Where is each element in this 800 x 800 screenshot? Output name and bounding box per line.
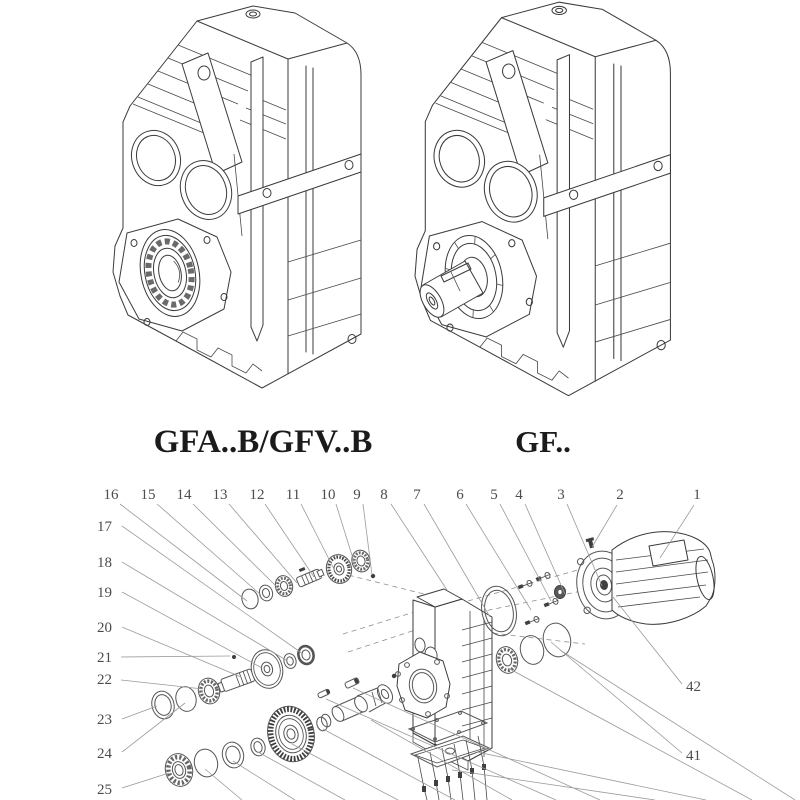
leader-line [120, 504, 247, 601]
part-number-41: 41 [686, 748, 701, 764]
exploded-parts-diagram [97, 487, 795, 800]
leader-line [229, 504, 297, 583]
part-number-12: 12 [249, 487, 265, 503]
leader-line [500, 504, 551, 601]
leader-line [121, 680, 203, 689]
part-number-1: 1 [693, 487, 701, 503]
part-number-8: 8 [380, 487, 388, 503]
part-number-6: 6 [456, 487, 464, 503]
part-number-19: 19 [97, 585, 112, 601]
part-number-4: 4 [515, 487, 523, 503]
part-number-14: 14 [176, 487, 192, 503]
callout-12 [250, 487, 315, 577]
leader-line [122, 562, 286, 660]
leader-line [122, 706, 157, 719]
part-number-42: 42 [686, 679, 701, 695]
part-number-7: 7 [413, 487, 421, 503]
callout-23 [97, 706, 157, 728]
part-number-23: 23 [97, 712, 112, 728]
part-number-16: 16 [103, 487, 119, 503]
exploded-output-shaft-assembly [162, 677, 396, 789]
part-number-25: 25 [97, 782, 112, 798]
part-number-17: 17 [97, 519, 112, 535]
flange-bolts [517, 571, 559, 626]
callout-18 [97, 555, 286, 660]
callout-17 [97, 519, 303, 654]
callout-25 [97, 773, 169, 798]
leader-line [466, 504, 531, 610]
leader-line [122, 526, 303, 654]
part-number-20: 20 [97, 620, 112, 636]
callout-16 [104, 487, 248, 601]
part-number-21: 21 [97, 650, 112, 666]
part-number-11: 11 [285, 487, 301, 503]
bolt-point-9 [371, 574, 375, 578]
set-screw-21 [232, 655, 236, 659]
callout-2 [592, 487, 624, 547]
part-number-24: 24 [97, 746, 112, 762]
leader-line [301, 504, 335, 571]
gearbox-drawing-gfab-gfvb [113, 6, 361, 388]
part-number-15: 15 [140, 487, 156, 503]
part-number-9: 9 [353, 487, 361, 503]
gearbox-drawing-gf [415, 2, 670, 395]
part-number-13: 13 [212, 487, 228, 503]
model-label-right: GF.. [515, 424, 571, 459]
part-number-10: 10 [320, 487, 336, 503]
leader-line [122, 627, 241, 677]
exploded-input-shaft-assembly [240, 548, 376, 611]
leader-line [157, 504, 261, 595]
leader-line [122, 773, 169, 788]
callout-20 [97, 620, 241, 677]
output-gear [262, 701, 321, 767]
callout-6 [456, 487, 531, 610]
part-callouts [97, 487, 701, 798]
exploded-motor-assembly [477, 532, 717, 676]
leader-line [391, 504, 447, 590]
part-number-3: 3 [557, 487, 565, 503]
exploded-motor [572, 532, 718, 625]
callout-19 [97, 585, 262, 668]
model-label-left: GFA..B/GFV..B [153, 424, 373, 460]
part-number-5: 5 [490, 487, 498, 503]
part-number-18: 18 [97, 555, 112, 571]
callout-5 [490, 487, 551, 601]
leader-line [592, 505, 617, 547]
part-number-22: 22 [97, 672, 112, 688]
callout-15 [141, 487, 262, 595]
leader-line [121, 656, 230, 657]
part-number-2: 2 [616, 487, 624, 503]
